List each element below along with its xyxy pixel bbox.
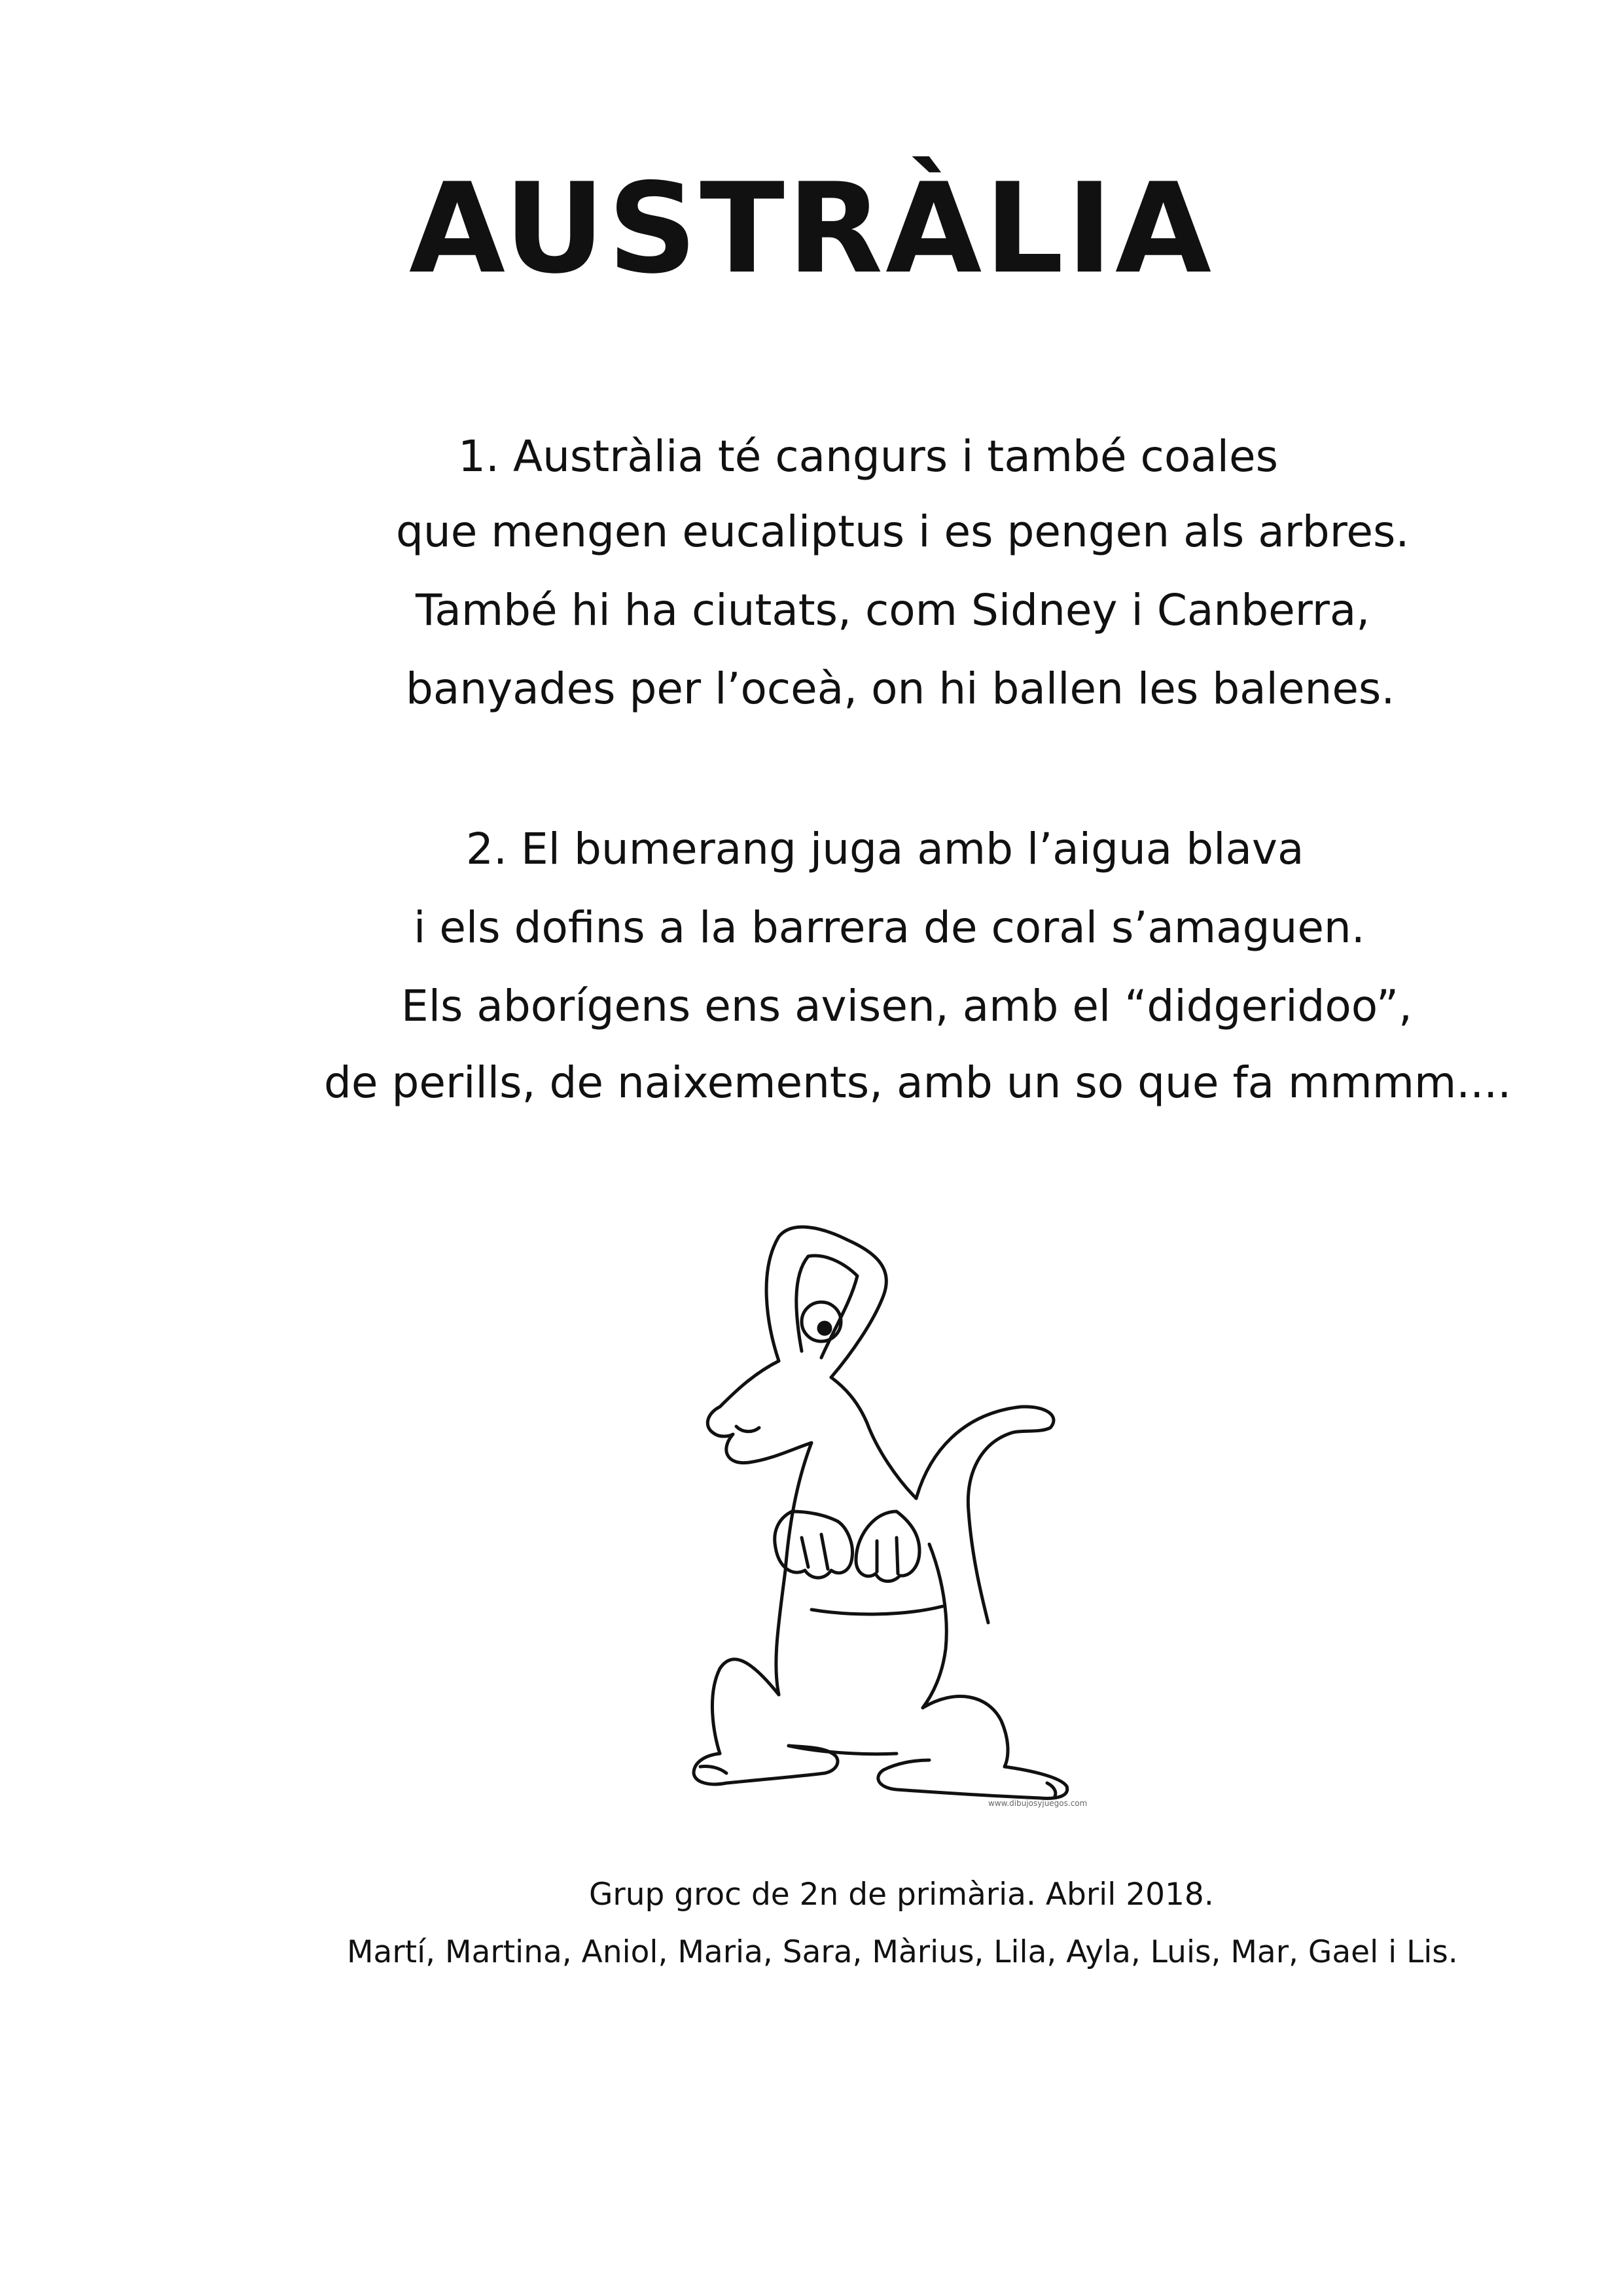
- verse-line: de perills, de naixements, amb un so que fa mmmm....: [324, 1057, 1512, 1108]
- verse-line: banyades per l’oceà, on hi ballen les balenes.: [406, 663, 1395, 714]
- verse-line: que mengen eucaliptus i es pengen als arbres.: [396, 506, 1410, 557]
- verse-line: 1. Austràlia té cangurs i també coales: [458, 431, 1278, 482]
- verse-line: 2. El bumerang juga amb l’aigua blava: [466, 824, 1304, 874]
- credits-group: Grup groc de 2n de primària. Abril 2018.: [589, 1877, 1214, 1913]
- page-title: AUSTRÀLIA: [408, 156, 1215, 301]
- watermark-text: www.dibujosyjuegos.com: [988, 1799, 1088, 1808]
- credits-names: Martí, Martina, Aniol, Maria, Sara, Màrius, Lila, Ayla, Luis, Mar, Gael i Lis.: [347, 1934, 1458, 1970]
- verse-line: També hi ha ciutats, com Sidney i Canberra,: [416, 585, 1370, 635]
- verse-line: Els aborígens ens avisen, amb el “didgeridoo”,: [401, 981, 1413, 1031]
- kangaroo-icon: [681, 1191, 1099, 1812]
- verse-line: i els dofins a la barrera de coral s’amaguen.: [414, 902, 1365, 953]
